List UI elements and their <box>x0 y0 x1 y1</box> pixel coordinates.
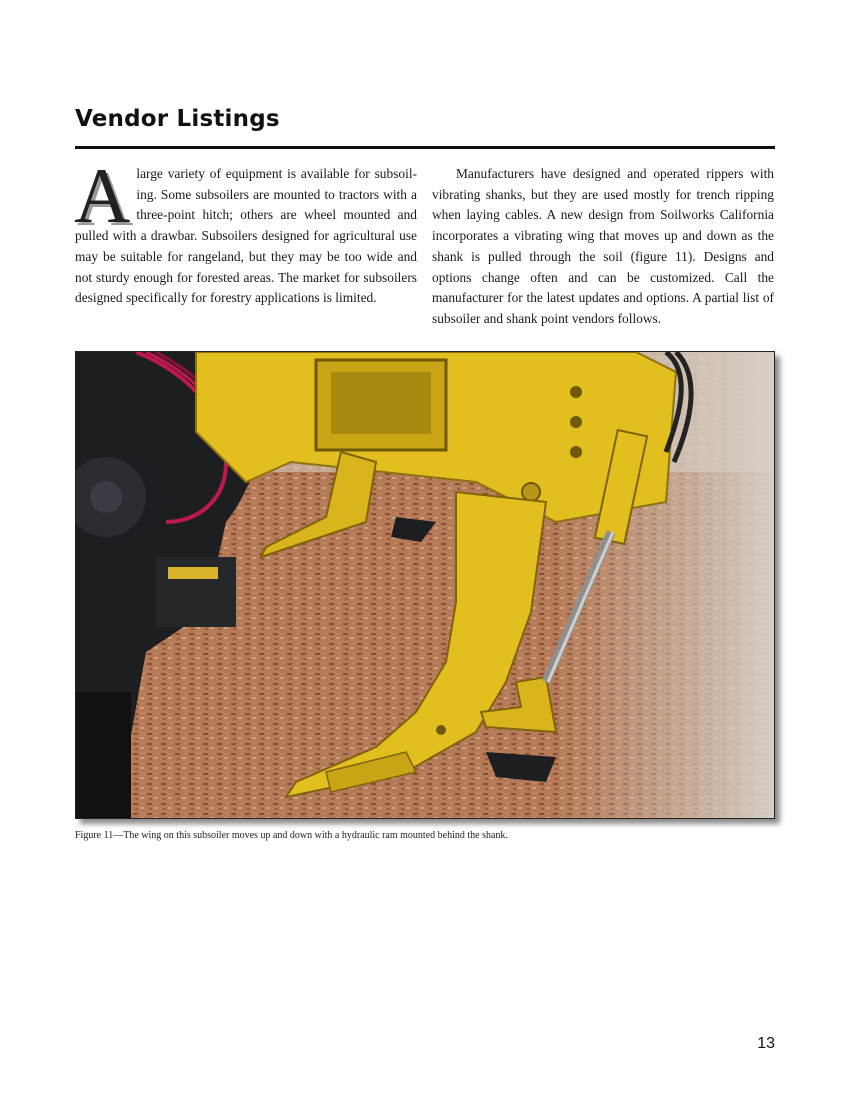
heading-rule <box>75 146 775 149</box>
left-column <box>74 152 417 309</box>
left-paragraph-text: large variety of equipment is available for subsoil-ing. Some subsoilers are mounted to tractors with a three-point hitch; others are wheel mounted and pulled with a drawbar. Subsoilers designed for agricultural use may be suitable for rangeland, but they may be too wide and not sturdy enough for forested areas. The market for subsoilers designed specifically for forestry applications is limited. <box>75 166 417 306</box>
right-column <box>432 164 774 330</box>
subsoiler-photo <box>75 351 775 819</box>
drop-cap: A <box>74 152 131 239</box>
right-paragraph: Manufacturers have designed and operated rippers with vibrating shanks, but they are used mostly for trench ripping when laying cables. A new design from Soilworks California incorporates a vibrating wing that moves up and down as the shank is pulled through the soil (figure 11). Designs and options change often and can be customized. Call the manufacturer for the latest updates and options. A partial list of subsoiler and shank point vendors follows. <box>432 166 774 326</box>
left-paragraph <box>74 152 417 309</box>
page-number: 13 <box>757 1035 775 1052</box>
section-heading: Vendor Listings <box>75 106 280 132</box>
figure-caption: Figure 11—The wing on this subsoiler moves up and down with a hydraulic ram mounted behind the shank. <box>75 830 508 841</box>
